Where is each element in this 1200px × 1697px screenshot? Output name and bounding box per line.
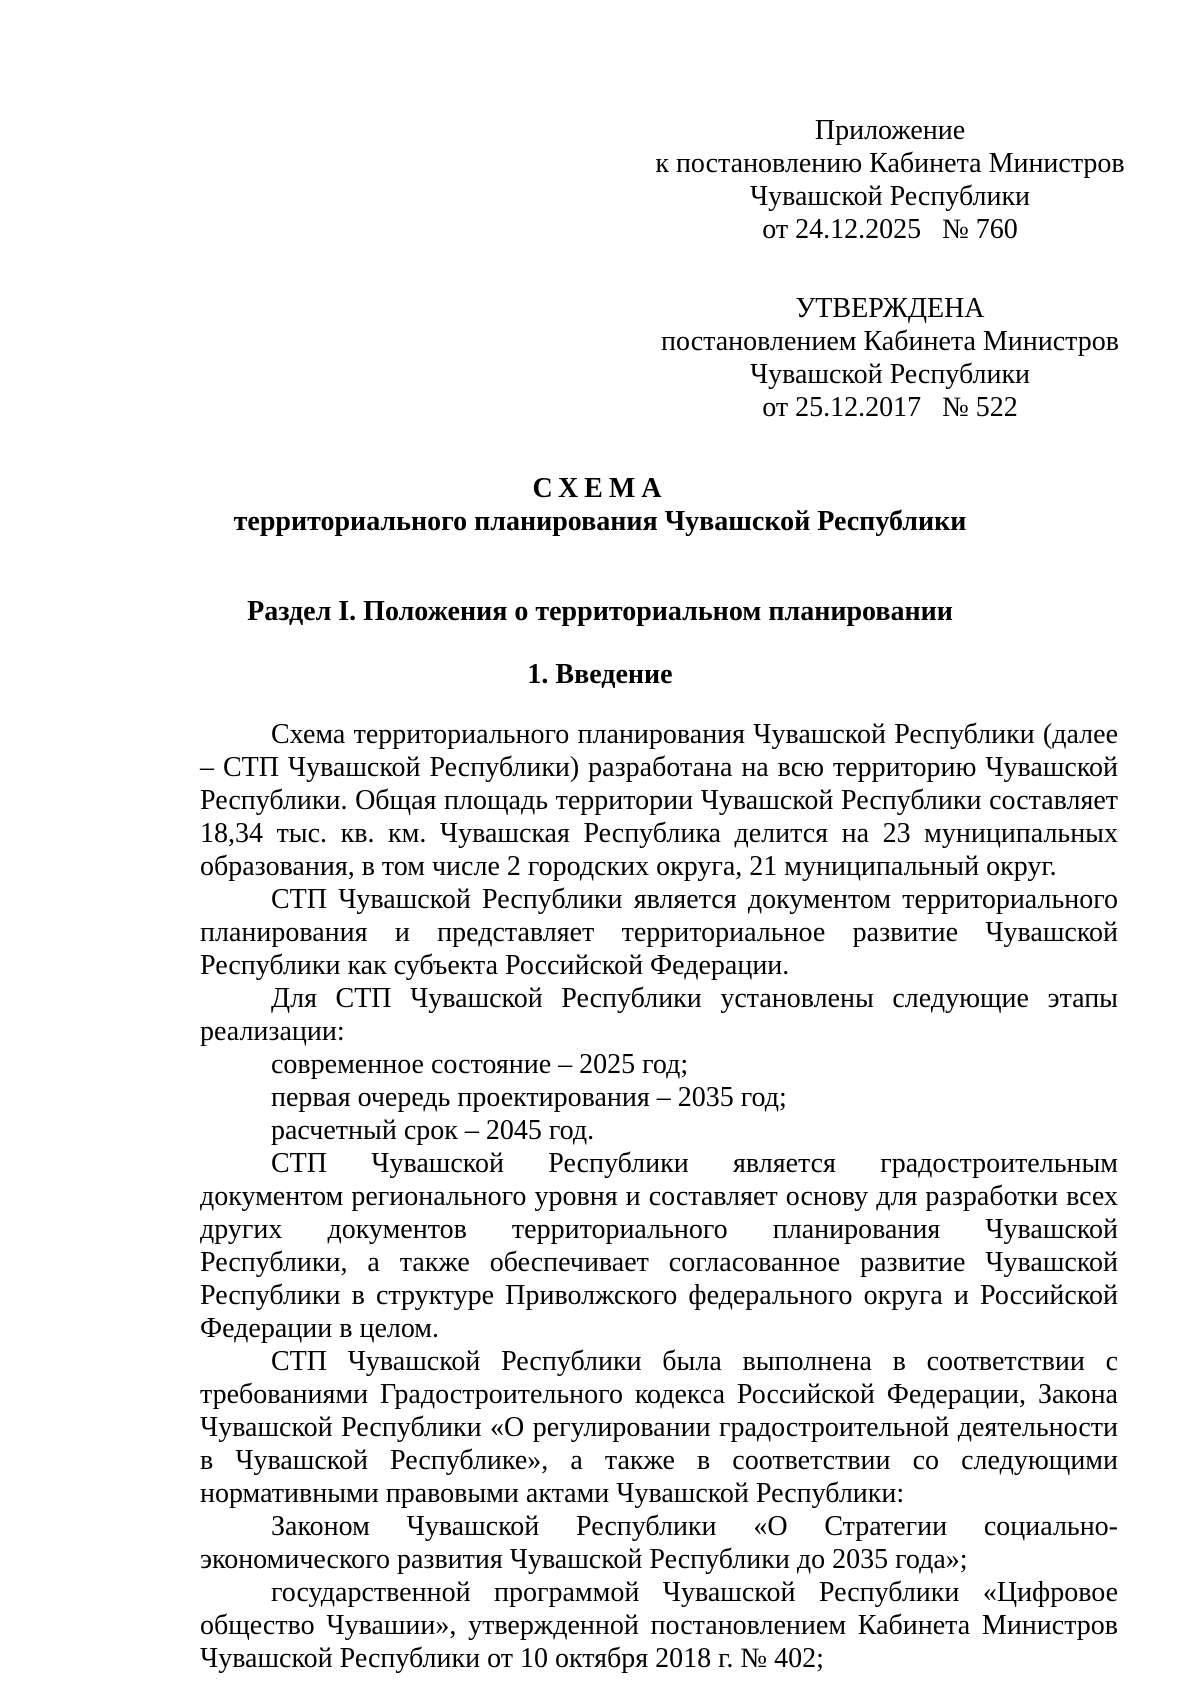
paragraph: Для СТП Чувашской Республики установлены следующие этапы реализации:: [200, 983, 1118, 1047]
title-subtitle: территориального планирования Чувашской Республики: [233, 506, 967, 537]
document-title: [0, 472, 1200, 538]
appendix-label: Приложение: [814, 115, 966, 146]
appendix-resolution-ref: к постановлению Кабинета Министров: [655, 148, 1125, 179]
subsection-heading: 1. Введение: [527, 659, 673, 690]
approval-label: УТВЕРЖДЕНА: [795, 293, 985, 324]
paragraph: современное состояние – 2025 год;: [271, 1049, 689, 1080]
paragraph: СТП Чувашской Республики является документом территориального планирования и представляет территориальное развитие Чувашской Республики как субъекта Российской Федерации.: [200, 884, 1118, 981]
appendix-block: [650, 114, 1130, 246]
title-main: СХЕМА: [532, 473, 668, 504]
appendix-republic: Чувашской Республики: [749, 181, 1031, 212]
paragraph: государственной программой Чувашской Республики «Цифровое общество Чувашии», утвержденной постановлением Кабинета Министров Чувашской Республики от 10 октября 2018 г. № 402;: [200, 1577, 1118, 1674]
paragraph: СТП Чувашской Республики была выполнена в соответствии с требованиями Градостроительного кодекса Российской Федерации, Закона Чувашской Республики «О регулировании градостроительной деятельности в Чувашской Республике», а также в соответствии со следующими нормативными правовыми актами Чувашской Республики:: [200, 1346, 1118, 1509]
approval-block: [650, 292, 1130, 424]
appendix-date-number: от 24.12.2025 № 760: [762, 214, 1018, 245]
paragraph: Схема территориального планирования Чувашской Республики (далее – СТП Чувашской Республики) разработана на всю территорию Чувашской Республики. Общая площадь территории Чувашской Республики составляет 18,34 тыс. кв. км. Чувашская Республика делится на 23 муниципальных образования, в том числе 2 городских округа, 21 муниципальный округ.: [200, 719, 1118, 882]
approval-date-number: от 25.12.2017 № 522: [762, 392, 1018, 423]
paragraph: расчетный срок – 2045 год.: [271, 1115, 595, 1146]
approval-republic: Чувашской Республики: [749, 359, 1031, 390]
document-body: [200, 718, 1118, 1675]
paragraph: первая очередь проектирования – 2035 год;: [271, 1082, 787, 1113]
paragraph: Законом Чувашской Республики «О Стратегии социально-экономического развития Чувашской Республики до 2035 года»;: [200, 1511, 1118, 1575]
paragraph: СТП Чувашской Республики является градостроительным документом регионального уровня и составляет основу для разработки всех других документов территориального планирования Чувашской Республики, а также обеспечивает согласованное развитие Чувашской Республики в структуре Приволжского федерального округа и Российской Федерации в целом.: [200, 1148, 1118, 1344]
approval-resolution-ref: постановлением Кабинета Министров: [661, 326, 1119, 357]
section-heading: Раздел I. Положения о территориальном планировании: [247, 596, 953, 627]
